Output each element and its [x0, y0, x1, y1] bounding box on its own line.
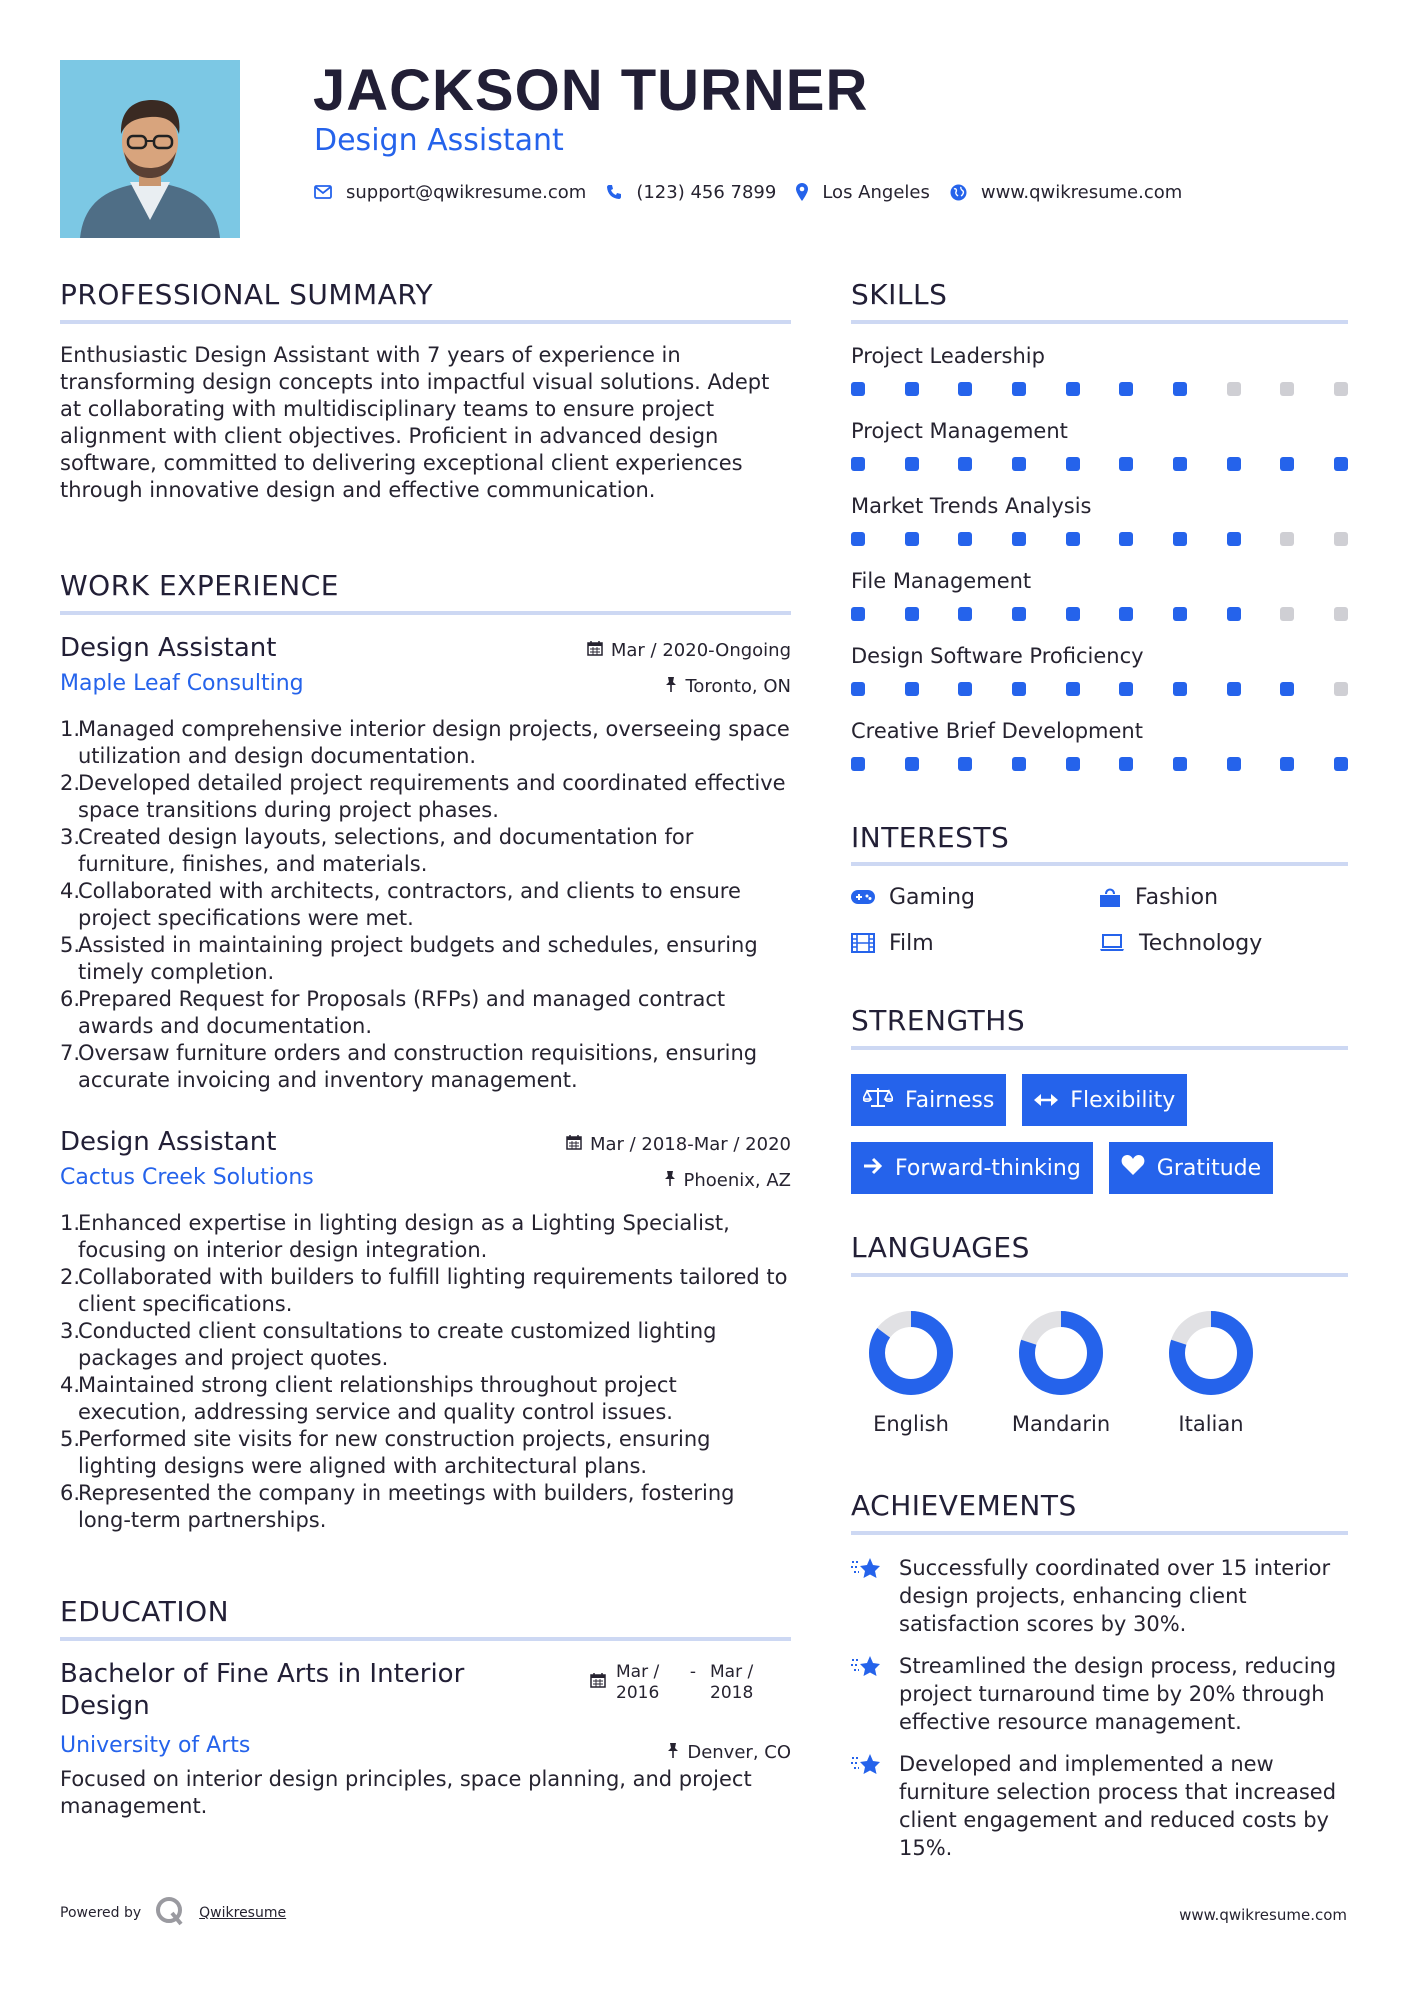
candidate-name: JACKSON TURNER — [313, 58, 869, 123]
list-item: Oversaw furniture orders and construction requisitions, ensuring accurate invoicing and inventory management. — [78, 1041, 758, 1092]
education-entry — [60, 1658, 791, 1838]
skill-dot — [1334, 607, 1348, 621]
contact-bar — [314, 178, 1202, 206]
skill-dot — [851, 607, 865, 621]
language-donut — [1166, 1308, 1256, 1398]
skill-dot — [958, 532, 972, 546]
strength-label: Forward-thinking — [895, 1155, 1081, 1181]
language-item — [1001, 1308, 1121, 1436]
skill-dot — [1227, 382, 1241, 396]
skill-name: Project Leadership — [851, 344, 1045, 368]
achievement-item — [851, 1750, 1348, 1862]
strength-chip — [851, 1074, 1006, 1126]
achievement-item — [851, 1652, 1348, 1736]
contact-website[interactable]: www.qwikresume.com — [980, 181, 1183, 203]
skill-dot — [851, 382, 865, 396]
skill-dot — [1280, 457, 1294, 471]
skill-dot — [851, 457, 865, 471]
skill-dot — [1066, 607, 1080, 621]
achievement-item — [851, 1554, 1348, 1638]
shooting-star-icon — [851, 1554, 881, 1638]
pin-icon — [667, 1742, 679, 1763]
skill-name: Market Trends Analysis — [851, 494, 1092, 518]
job-title: Design Assistant — [60, 633, 277, 663]
list-item: Created design layouts, selections, and documentation for furniture, finishes, and materials. — [78, 825, 694, 876]
languages-list — [851, 1308, 1271, 1436]
skill-dot — [1012, 382, 1026, 396]
strength-label: Fairness — [905, 1087, 995, 1113]
interest-item — [851, 928, 1099, 958]
skill-dot — [1119, 532, 1133, 546]
strength-chip — [851, 1142, 1093, 1194]
map-marker-icon — [796, 183, 808, 201]
skill-dot — [1334, 532, 1348, 546]
list-item: Collaborated with builders to fulfill lighting requirements tailored to client specifications. — [78, 1265, 788, 1316]
job-dates-text: Mar / 2018-Mar / 2020 — [589, 1134, 791, 1155]
skill-dot — [1119, 682, 1133, 696]
education-start: Mar / 2016 — [616, 1662, 660, 1703]
date-separator: - — [689, 1662, 697, 1682]
skill-row — [851, 492, 1348, 567]
interest-label: Gaming — [889, 884, 975, 910]
skill-dot — [958, 607, 972, 621]
skill-row — [851, 642, 1348, 717]
skill-rating — [851, 380, 1348, 398]
skill-dot — [851, 757, 865, 771]
education-location-text: Denver, CO — [687, 1742, 791, 1763]
skill-dot — [1066, 382, 1080, 396]
skill-dot — [1280, 607, 1294, 621]
interest-label: Technology — [1139, 930, 1263, 956]
summary-text: Enthusiastic Design Assistant with 7 years of experience in transforming design concepts into impactful visual solutions. Adept at collaborating with multidisciplinary teams to ensure project alignment with client objectives. Proficient in advanced design software, committed to delivering exceptional client experiences through innovative design and effective communication. — [60, 343, 770, 502]
shooting-star-icon — [851, 1652, 881, 1736]
list-item: Collaborated with architects, contractors, and clients to ensure project specifications were met. — [78, 879, 741, 930]
skill-dot — [1119, 457, 1133, 471]
skill-dot — [958, 382, 972, 396]
job-dates — [566, 1134, 791, 1155]
languages-divider — [851, 1273, 1348, 1277]
heart-icon — [1121, 1155, 1145, 1181]
skill-dot — [851, 532, 865, 546]
strength-chip — [1022, 1074, 1187, 1126]
strength-chip — [1109, 1142, 1273, 1194]
film-icon — [851, 933, 875, 953]
brand-link[interactable]: Qwikresume — [199, 1905, 287, 1921]
skill-dot — [905, 607, 919, 621]
experience-divider — [60, 611, 791, 615]
skills-list — [851, 342, 1348, 792]
summary-divider — [60, 320, 791, 324]
powered-by-text: Powered by — [60, 1905, 142, 1921]
skill-row — [851, 717, 1348, 792]
skill-dot — [1066, 757, 1080, 771]
job-duties-list — [60, 716, 791, 1094]
skill-dot — [958, 757, 972, 771]
achievement-text: Streamlined the design process, reducing project turnaround time by 20% through effective resource management. — [899, 1654, 1337, 1734]
education-divider — [60, 1637, 791, 1641]
gamepad-icon — [851, 890, 875, 904]
list-item: Performed site visits for new construction projects, ensuring lighting designs were aligned with architectural plans. — [78, 1427, 711, 1478]
skill-dot — [905, 757, 919, 771]
skill-dot — [1227, 757, 1241, 771]
skill-dot — [1173, 532, 1187, 546]
skill-dot — [851, 682, 865, 696]
strengths-heading: STRENGTHS — [851, 1004, 1026, 1037]
contact-email[interactable]: support@qwikresume.com — [346, 181, 587, 203]
skill-dot — [1012, 457, 1026, 471]
interests-grid — [851, 882, 1348, 958]
balance-scale-icon — [863, 1086, 893, 1114]
degree-title: Bachelor of Fine Arts in Interior Design — [60, 1659, 465, 1721]
interest-item — [1099, 928, 1348, 958]
shopping-bag-icon — [1099, 887, 1121, 907]
education-description: Focused on interior design principles, space planning, and project management. — [60, 1767, 752, 1818]
achievements-heading: ACHIEVEMENTS — [851, 1489, 1077, 1522]
education-heading: EDUCATION — [60, 1595, 230, 1628]
skill-rating — [851, 455, 1348, 473]
skill-dot — [1227, 607, 1241, 621]
skill-dot — [1173, 682, 1187, 696]
strengths-divider — [851, 1046, 1348, 1050]
skill-dot — [1280, 532, 1294, 546]
list-item: Conducted client consultations to create customized lighting packages and project quotes. — [78, 1319, 717, 1370]
skill-row — [851, 417, 1348, 492]
skill-dot — [1227, 532, 1241, 546]
language-donut — [866, 1308, 956, 1398]
skill-dot — [1173, 607, 1187, 621]
skill-dot — [1012, 757, 1026, 771]
skill-dot — [1334, 382, 1348, 396]
languages-heading: LANGUAGES — [851, 1231, 1030, 1264]
shooting-star-icon — [851, 1750, 881, 1862]
laptop-icon — [1099, 934, 1125, 952]
skill-rating — [851, 605, 1348, 623]
school-name[interactable]: University of Arts — [60, 1733, 251, 1758]
skill-dot — [1119, 382, 1133, 396]
skill-dot — [1227, 457, 1241, 471]
strength-label: Gratitude — [1156, 1155, 1262, 1181]
language-name: Mandarin — [1011, 1412, 1111, 1436]
calendar-icon — [590, 1662, 606, 1704]
achievement-text: Successfully coordinated over 15 interior design projects, enhancing client satisfaction scores by 30%. — [899, 1556, 1331, 1636]
candidate-title: Design Assistant — [314, 123, 564, 158]
job-location — [664, 1170, 792, 1191]
footer-website[interactable]: www.qwikresume.com — [1179, 1906, 1347, 1924]
skill-dot — [905, 682, 919, 696]
skill-dot — [1280, 382, 1294, 396]
profile-photo — [60, 60, 240, 238]
skill-rating — [851, 530, 1348, 548]
job-title: Design Assistant — [60, 1127, 277, 1157]
skill-dot — [1173, 757, 1187, 771]
interest-label: Fashion — [1135, 884, 1219, 910]
arrow-right-icon — [863, 1156, 883, 1181]
skill-rating — [851, 680, 1348, 698]
job-entry — [60, 632, 791, 1092]
language-item — [1151, 1308, 1271, 1436]
job-entry — [60, 1126, 791, 1546]
skill-dot — [1334, 757, 1348, 771]
skill-dot — [1012, 607, 1026, 621]
list-item: Developed detailed project requirements and coordinated effective space transitions during project phases. — [78, 771, 786, 822]
list-item: Represented the company in meetings with builders, fostering long-term partnerships. — [78, 1481, 735, 1532]
language-donut — [1016, 1308, 1106, 1398]
skill-dot — [958, 682, 972, 696]
skill-dot — [905, 532, 919, 546]
skills-heading: SKILLS — [851, 278, 948, 311]
job-dates-text: Mar / 2020-Ongoing — [610, 640, 791, 661]
achievement-text: Developed and implemented a new furniture selection process that increased client engagement and reduced costs by 15%. — [899, 1752, 1337, 1860]
interest-item — [851, 882, 1099, 912]
skill-dot — [1119, 757, 1133, 771]
skill-dot — [1173, 382, 1187, 396]
skill-dot — [1280, 682, 1294, 696]
phone-icon — [606, 184, 622, 200]
contact-phone[interactable]: (123) 456 7899 — [636, 181, 777, 203]
education-dates — [590, 1662, 770, 1704]
skill-dot — [1227, 682, 1241, 696]
strengths-list — [851, 1074, 1348, 1194]
interests-heading: INTERESTS — [851, 821, 1010, 854]
contact-location: Los Angeles — [822, 181, 930, 203]
envelope-icon — [314, 185, 332, 199]
education-location — [667, 1742, 791, 1763]
skill-name: File Management — [851, 569, 1032, 593]
skill-dot — [1280, 757, 1294, 771]
skill-dot — [905, 382, 919, 396]
footer-powered-by — [60, 1896, 286, 1930]
job-location-text: Toronto, ON — [685, 676, 791, 697]
job-company[interactable]: Maple Leaf Consulting — [60, 671, 304, 696]
education-end: Mar / 2018 — [710, 1662, 754, 1703]
skill-dot — [1334, 682, 1348, 696]
language-name: English — [873, 1412, 949, 1436]
skill-name: Creative Brief Development — [851, 719, 1143, 743]
skill-name: Project Management — [851, 419, 1068, 443]
list-item: Enhanced expertise in lighting design as a Lighting Specialist, focusing on interior design integration. — [78, 1211, 730, 1262]
achievements-list — [851, 1554, 1348, 1876]
skill-dot — [1334, 457, 1348, 471]
skill-rating — [851, 755, 1348, 773]
interest-label: Film — [889, 930, 934, 956]
summary-heading: PROFESSIONAL SUMMARY — [60, 278, 434, 311]
job-dates — [587, 640, 791, 661]
list-item: Managed comprehensive interior design projects, overseeing space utilization and design documentation. — [78, 717, 790, 768]
skill-dot — [958, 457, 972, 471]
list-item: Maintained strong client relationships throughout project execution, addressing service and quality control issues. — [78, 1373, 677, 1424]
strength-label: Flexibility — [1070, 1087, 1176, 1113]
pin-icon — [665, 676, 677, 697]
skill-dot — [1119, 607, 1133, 621]
globe-icon — [950, 184, 967, 201]
language-name: Italian — [1178, 1412, 1244, 1436]
skill-dot — [1066, 682, 1080, 696]
job-company[interactable]: Cactus Creek Solutions — [60, 1165, 314, 1190]
achievements-divider — [851, 1531, 1348, 1535]
qwikresume-logo-icon — [155, 1896, 185, 1930]
skill-dot — [1066, 457, 1080, 471]
job-location-text: Phoenix, AZ — [683, 1170, 791, 1191]
skill-dot — [905, 457, 919, 471]
skill-row — [851, 567, 1348, 642]
experience-heading: WORK EXPERIENCE — [60, 569, 339, 602]
calendar-icon — [566, 1134, 582, 1155]
arrows-horizontal-icon — [1034, 1088, 1058, 1113]
skill-dot — [1012, 682, 1026, 696]
job-location — [665, 676, 791, 697]
skill-dot — [1066, 532, 1080, 546]
skill-dot — [1012, 532, 1026, 546]
interest-item — [1099, 882, 1348, 912]
interests-divider — [851, 862, 1348, 866]
job-duties-list — [60, 1210, 791, 1534]
skills-divider — [851, 320, 1348, 324]
skill-dot — [1173, 457, 1187, 471]
language-item — [851, 1308, 971, 1436]
pin-icon — [664, 1170, 676, 1191]
skill-name: Design Software Proficiency — [851, 644, 1144, 668]
list-item: Prepared Request for Proposals (RFPs) and managed contract awards and documentation. — [78, 987, 726, 1038]
skill-row — [851, 342, 1348, 417]
calendar-icon — [587, 640, 603, 661]
list-item: Assisted in maintaining project budgets and schedules, ensuring timely completion. — [78, 933, 758, 984]
